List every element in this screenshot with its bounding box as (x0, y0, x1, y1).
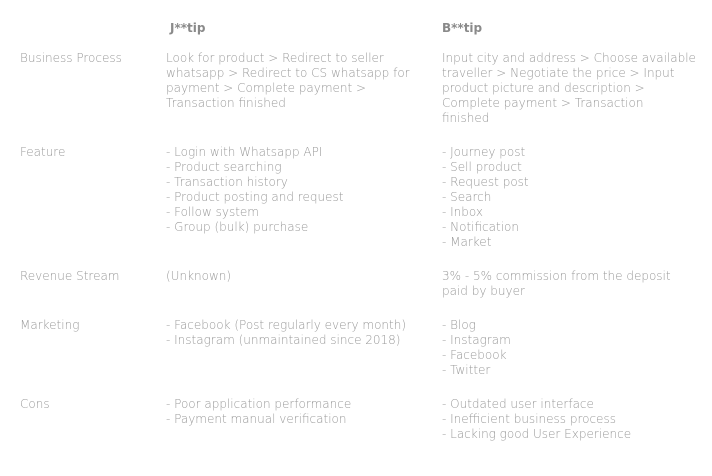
cell-line: Look for product > Redirect to seller (166, 51, 384, 65)
cell-line: - Inefficient business process (442, 412, 616, 426)
cell-line: whatsapp > Redirect to CS whatsapp for (166, 66, 410, 80)
cell-b (442, 269, 698, 299)
cell-a (166, 269, 428, 284)
row-label: Revenue Stream (20, 269, 120, 283)
cell-line: - Facebook (Post regularly every month) (166, 318, 407, 332)
cell-a (166, 51, 428, 111)
cell-line: paid by buyer (442, 284, 525, 298)
cell-line: - Instagram (unmaintained since 2018) (166, 333, 401, 347)
cell-a (166, 145, 428, 235)
cell-line: - Payment manual verification (166, 412, 347, 426)
cell-b (442, 397, 698, 442)
column-header-a: J**tip (170, 21, 206, 35)
cell-line: - Market (442, 235, 492, 249)
cell-line: - Facebook (442, 348, 507, 362)
cell-line: - Inbox (442, 205, 483, 219)
cell-line: 3% - 5% commission from the deposit (442, 269, 671, 283)
cell-line: - Blog (442, 318, 476, 332)
cell-line: - Product posting and request (166, 190, 344, 204)
cell-line: finished (442, 111, 490, 125)
cell-line: traveller > Negotiate the price > Input (442, 66, 675, 80)
cell-line: - Lacking good User Experience (442, 427, 632, 441)
cell-line: - Request post (442, 175, 529, 189)
cell-line: product picture and description > (442, 81, 645, 95)
cell-line: - Journey post (442, 145, 526, 159)
cell-line: - Outdated user interface (442, 397, 594, 411)
cell-line: - Follow system (166, 205, 259, 219)
cell-b (442, 318, 698, 378)
cell-line: - Notification (442, 220, 519, 234)
row-label: Business Process (20, 51, 122, 65)
cell-b (442, 51, 698, 126)
cell-line: - Transaction history (166, 175, 288, 189)
cell-line: Transaction finished (166, 96, 286, 110)
cell-line: (Unknown) (166, 269, 232, 283)
column-header-b: B**tip (442, 21, 483, 35)
cell-line: Complete payment > Transaction (442, 96, 644, 110)
cell-a (166, 318, 428, 348)
cell-line: - Poor application performance (166, 397, 352, 411)
cell-line: payment > Complete payment > (166, 81, 367, 95)
cell-b (442, 145, 698, 250)
row-label: Cons (20, 397, 50, 411)
cell-line: - Sell product (442, 160, 522, 174)
cell-line: - Login with Whatsapp API (166, 145, 323, 159)
cell-line: - Instagram (442, 333, 511, 347)
cell-line: - Search (442, 190, 492, 204)
cell-line: - Twitter (442, 363, 491, 377)
cell-line: Input city and address > Choose available (442, 51, 696, 65)
cell-a (166, 397, 428, 427)
row-label: Marketing (20, 318, 80, 332)
cell-line: - Group (bulk) purchase (166, 220, 309, 234)
cell-line: - Product searching (166, 160, 282, 174)
row-label: Feature (20, 145, 66, 159)
